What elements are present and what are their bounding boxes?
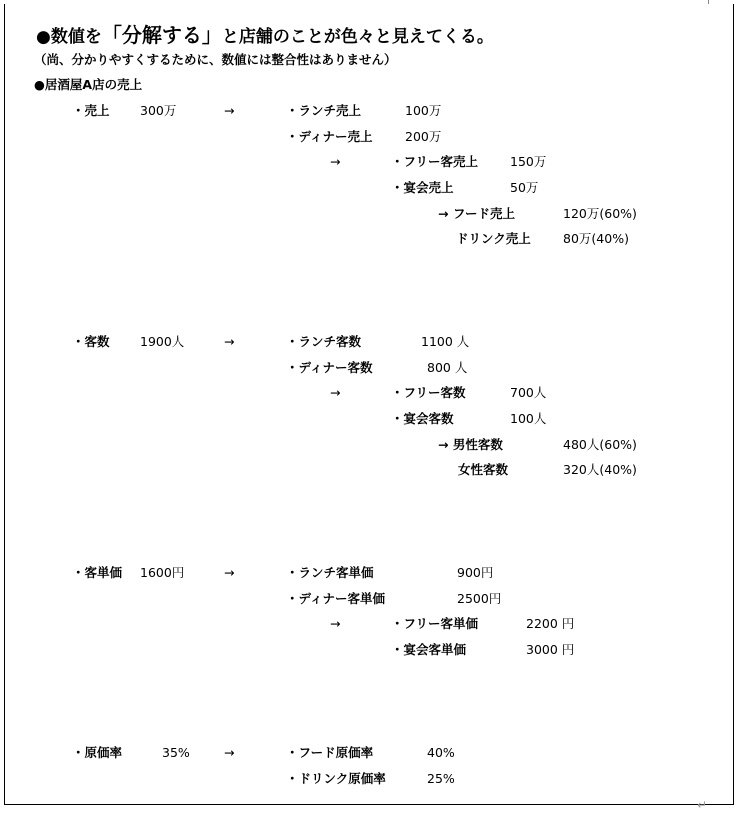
female-customers-value: 320人(40%) xyxy=(563,462,637,477)
page-title xyxy=(36,24,494,48)
customers-value: 1900人 xyxy=(140,334,185,349)
dinner-sales-value: 200万 xyxy=(405,129,442,144)
food-cost-rate-value: 40% xyxy=(427,745,455,760)
dinner-customers-label: ・ディナー客数 xyxy=(286,360,373,375)
arrow: → xyxy=(224,334,235,349)
lunch-unit-price-value: 900円 xyxy=(457,565,494,580)
food-cost-rate-label: ・フード原価率 xyxy=(286,745,374,760)
note-text: （尚、分かりやすくするために、数値には整合性はありません） xyxy=(34,52,397,67)
lunch-sales-value: 100万 xyxy=(405,103,442,118)
banquet-unit-price-value: 3000 円 xyxy=(526,642,575,657)
arrow: → xyxy=(224,565,235,580)
section-heading: ●居酒屋A店の売上 xyxy=(34,77,143,92)
title-suffix: と店舗のことが色々と見えてくる。 xyxy=(221,27,494,47)
arrow: → xyxy=(330,385,341,400)
free-sales-value: 150万 xyxy=(510,154,547,169)
female-customers-label: 女性客数 xyxy=(458,462,509,477)
dinner-unit-price-label: ・ディナー客単価 xyxy=(286,591,386,606)
banquet-sales-label: ・宴会売上 xyxy=(391,180,454,195)
lunch-customers-label: ・ランチ客数 xyxy=(286,334,362,349)
sales-label: ・売上 xyxy=(72,103,110,118)
food-sales-value: 120万(60%) xyxy=(563,206,637,221)
sales-value: 300万 xyxy=(140,103,177,118)
drink-cost-rate-value: 25% xyxy=(427,771,455,786)
banquet-customers-value: 100人 xyxy=(510,411,547,426)
male-customers-label: → 男性客数 xyxy=(438,437,503,452)
lunch-customers-value: 1100 人 xyxy=(421,334,470,349)
unit-price-label: ・客単価 xyxy=(72,565,123,580)
cost-rate-value: 35% xyxy=(162,745,190,760)
drink-cost-rate-label: ・ドリンク原価率 xyxy=(286,771,386,786)
arrow: → xyxy=(330,154,341,169)
lunch-sales-label: ・ランチ売上 xyxy=(286,103,362,118)
arrow: → xyxy=(224,103,235,118)
drink-sales-label: ドリンク売上 xyxy=(456,231,531,246)
dinner-unit-price-value: 2500円 xyxy=(457,591,502,606)
drink-sales-value: 80万(40%) xyxy=(563,231,629,246)
customers-label: ・客数 xyxy=(72,334,110,349)
return-mark-icon: ↵ xyxy=(697,798,708,812)
banquet-unit-price-label: ・宴会客単価 xyxy=(391,642,467,657)
unit-price-value: 1600円 xyxy=(140,565,185,580)
free-customers-value: 700人 xyxy=(510,385,547,400)
male-customers-value: 480人(60%) xyxy=(563,437,637,452)
arrow: → xyxy=(224,745,235,760)
free-unit-price-label: ・フリー客単価 xyxy=(391,616,479,631)
dinner-sales-label: ・ディナー売上 xyxy=(286,129,373,144)
free-sales-label: ・フリー客売上 xyxy=(391,154,479,169)
food-sales-label: → フード売上 xyxy=(438,206,515,221)
banquet-sales-value: 50万 xyxy=(510,180,539,195)
dinner-customers-value: 800 人 xyxy=(427,360,468,375)
page-border xyxy=(4,4,734,805)
free-unit-price-value: 2200 円 xyxy=(526,616,575,631)
title-highlight: 「分解する」 xyxy=(101,23,222,47)
free-customers-label: ・フリー客数 xyxy=(391,385,466,400)
arrow: → xyxy=(330,616,341,631)
banquet-customers-label: ・宴会客数 xyxy=(391,411,454,426)
title-prefix: ●数値を xyxy=(36,27,102,47)
cost-rate-label: ・原価率 xyxy=(72,745,123,760)
lunch-unit-price-label: ・ランチ客単価 xyxy=(286,565,374,580)
